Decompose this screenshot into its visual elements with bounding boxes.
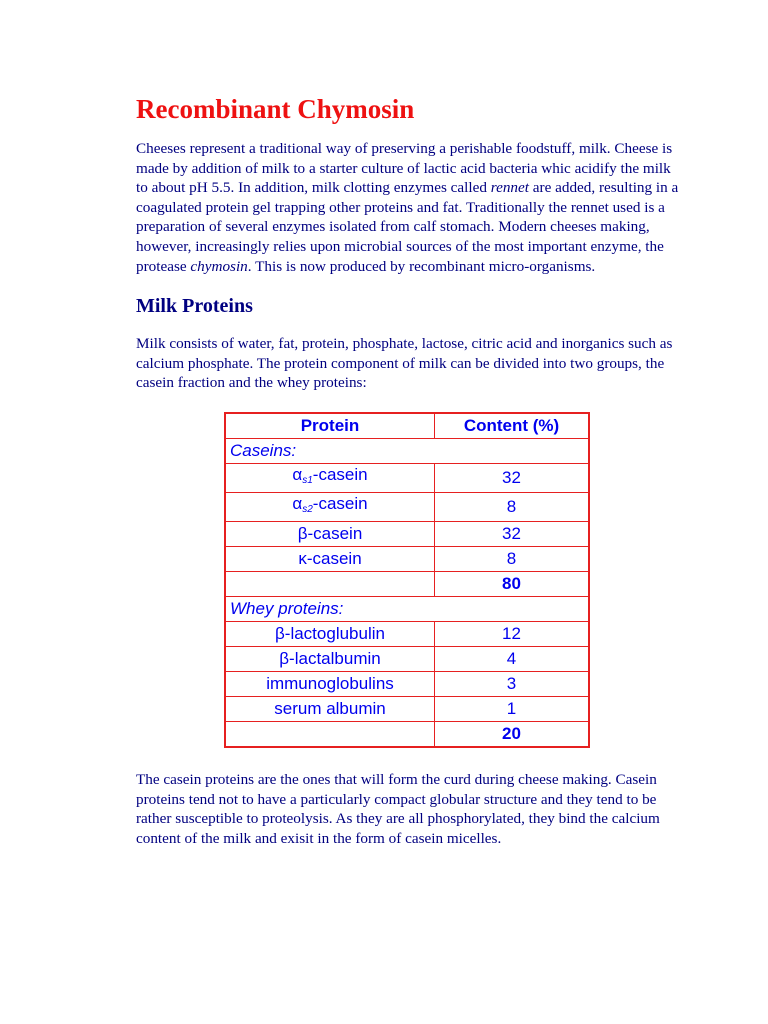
protein-table: [224, 412, 590, 748]
protein-content: 12: [435, 621, 590, 646]
protein-content: 32: [435, 521, 590, 546]
protein-content: 4: [435, 646, 590, 671]
table-row: [225, 621, 589, 646]
page-title: Recombinant Chymosin: [136, 94, 415, 124]
empty-cell: [225, 571, 435, 596]
table-row: [225, 463, 589, 492]
intro-paragraph: [136, 139, 681, 276]
section-heading-milk-proteins: Milk Proteins: [136, 295, 253, 318]
protein-content: 8: [435, 492, 590, 521]
alpha-symbol: α: [292, 493, 303, 513]
protein-name: β-lactoglubulin: [225, 621, 435, 646]
caseins-total: 80: [435, 571, 590, 596]
empty-cell: [225, 721, 435, 747]
protein-name: β-casein: [225, 521, 435, 546]
table-row: [225, 671, 589, 696]
protein-content: 1: [435, 696, 590, 721]
protein-content: 32: [435, 463, 590, 492]
protein-content: 3: [435, 671, 590, 696]
casein-suffix: -casein: [312, 464, 368, 484]
table-row: [225, 521, 589, 546]
table-row: [225, 438, 589, 463]
casein-paragraph: The casein proteins are the ones that will form the curd during cheese making. Casein proteins tend not to have a particularly compact globular structure and they tend to be rather susceptible to proteolysis. As they are all phosphorylated, they bind the calcium content of the milk and exisit in the form of casein micelles.: [136, 770, 660, 847]
subscript-s2: s2: [302, 503, 313, 515]
protein-name: β-lactalbumin: [225, 646, 435, 671]
milk-paragraph: Milk consists of water, fat, protein, phosphate, lactose, citric acid and inorganics such as calcium phosphate. The protein component of milk can be divided into two groups, the casein fraction and the whey proteins:: [136, 335, 673, 392]
intro-text-2: are added, resulting in a coagulated protein gel trapping other proteins and fat. Traditionally the rennet used is a preparation of several enzymes isolated from calf stomach. Modern cheeses making, however, increasingly relies upon microbial sources of the most important enzyme, the protease: [136, 179, 679, 275]
alpha-symbol: α: [292, 464, 303, 484]
protein-name: κ-casein: [225, 546, 435, 571]
group-label-caseins: Caseins:: [225, 438, 589, 463]
protein-table-wrapper: [136, 412, 681, 748]
casein-suffix: -casein: [312, 493, 368, 513]
table-row: [225, 571, 589, 596]
protein-content: 8: [435, 546, 590, 571]
intro-term-chymosin: chymosin: [190, 257, 248, 275]
protein-name: immunoglobulins: [225, 671, 435, 696]
intro-text-3: . This is now produced by recombinant micro-organisms.: [247, 257, 596, 275]
table-row: [225, 696, 589, 721]
table-header-row: [225, 413, 589, 439]
group-label-whey: Whey proteins:: [225, 596, 589, 621]
table-row: [225, 492, 589, 521]
header-content: Content (%): [435, 413, 590, 439]
table-row: [225, 646, 589, 671]
table-row: [225, 546, 589, 571]
protein-name: [225, 463, 435, 492]
table-row: [225, 596, 589, 621]
table-row: [225, 721, 589, 747]
subscript-s1: s1: [302, 474, 313, 486]
protein-name: [225, 492, 435, 521]
intro-text-1: Cheeses represent a traditional way of preserving a perishable foodstuff, milk. Cheese is made by addition of milk to a starter culture of lactic acid bacteria whic acidify the milk to about pH 5.5. In addition, milk clotting enzymes called: [136, 140, 673, 197]
protein-name: serum albumin: [225, 696, 435, 721]
header-protein: Protein: [225, 413, 435, 439]
document-page: [136, 92, 681, 848]
whey-total: 20: [435, 721, 590, 747]
intro-term-rennet: rennet: [490, 179, 529, 197]
